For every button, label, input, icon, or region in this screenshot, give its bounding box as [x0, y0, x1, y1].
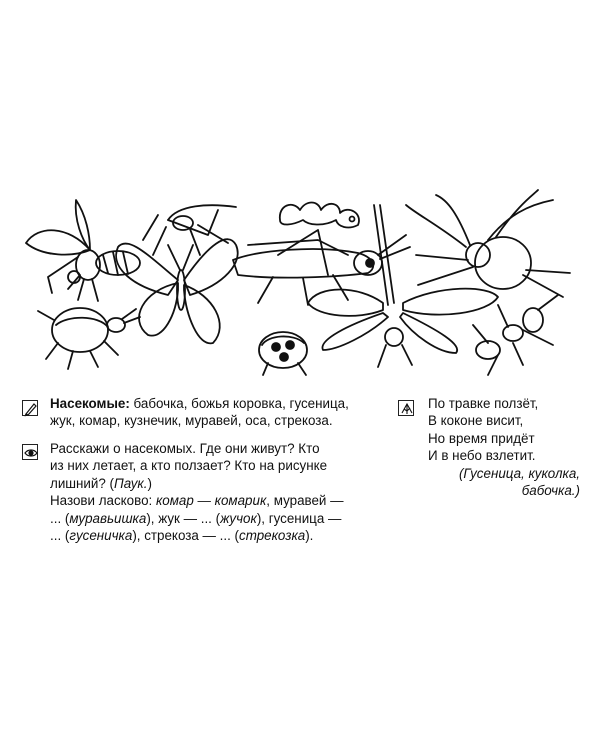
riddle-line-3: Но время придёт	[428, 430, 535, 446]
talk-text: Расскажи о насекомых. Где они живут? Кто из них летает, а кто ползает? Кто на рисунке лишний? (Паук.) Назови ласково: комар — комарик, муравей — ... (муравьишка), жук — ... (жучок), гусеница — ... (гусеничка), стрекоза — ... (стрекозка).	[50, 441, 344, 544]
riddle-answer-line-1: (Гусеница, куколка,	[458, 465, 580, 481]
riddle-line-1: По травке ползёт,	[428, 396, 539, 411]
caterpillar-icon	[280, 203, 359, 228]
riddle-text	[428, 395, 580, 499]
insects-list-line-1: бабочка, божья коровка, гусеница,	[133, 396, 349, 411]
mosquito-icon	[143, 205, 236, 255]
leaf-book-icon	[398, 400, 414, 416]
dragonfly-icon	[308, 205, 498, 367]
beetle-icon	[38, 308, 140, 369]
insects-list-line-2: жук, комар, кузнечик, муравей, оса, стрекоза.	[50, 413, 333, 429]
talk-line-1: Расскажи о насекомых. Где они живут? Кто	[50, 441, 320, 456]
spider-icon	[406, 190, 570, 297]
insects-illustration	[18, 185, 580, 380]
riddle-line-2: В коконе висит,	[428, 413, 524, 429]
wasp-icon	[26, 200, 140, 301]
eye-icon	[22, 444, 38, 460]
riddle-answer-line-2: бабочка.)	[521, 483, 580, 499]
riddle-line-4: И в небо взлетит.	[428, 448, 536, 464]
talk-answer: Паук.	[114, 475, 148, 491]
pencil-icon	[22, 400, 38, 416]
ladybug-icon	[259, 332, 307, 375]
talk-line-3: лишний? (	[50, 475, 115, 491]
insects-heading: Насекомые:	[50, 396, 130, 411]
insects-text	[50, 395, 349, 430]
talk-line-2: из них летает, а кто ползает? Кто на рисунке	[50, 458, 328, 474]
